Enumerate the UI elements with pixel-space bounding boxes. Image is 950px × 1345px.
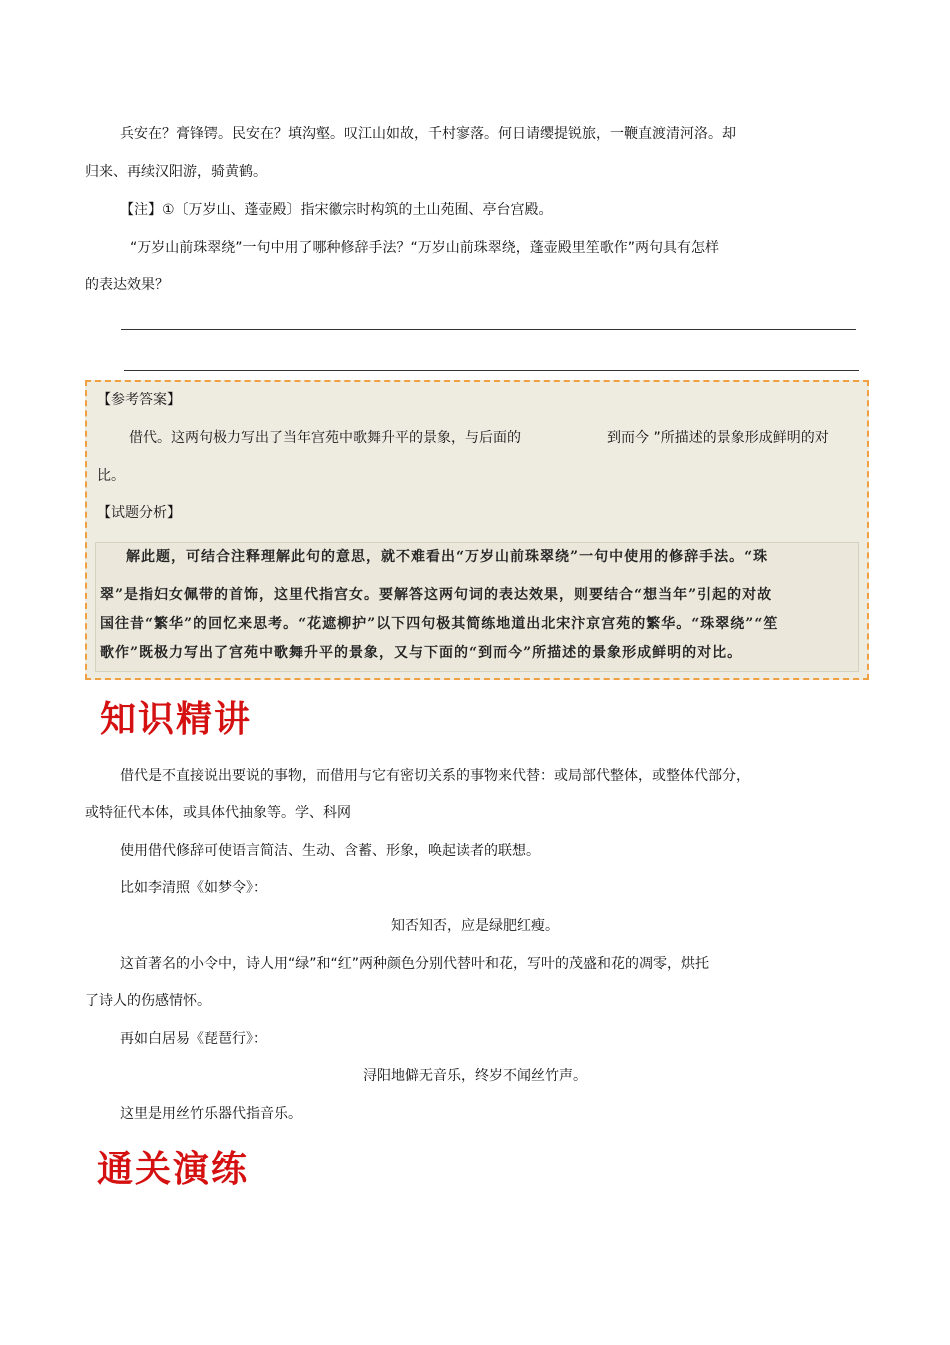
knowledge-p6: 这里是用丝竹乐器代指音乐。: [120, 1106, 302, 1122]
question-line-1: “万岁山前珠翠绕”一句中用了哪种修辞手法？“万岁山前珠翠绕，蓬壶殿里笙歌作”两句具有怎样: [130, 240, 720, 256]
knowledge-p1-line-1: 借代是不直接说出要说的事物，而借用与它有密切关系的事物来代替：或局部代整体，或整体代部分，: [120, 768, 750, 784]
quote-pi-pa-xing: 浔阳地僻无音乐，终岁不闻丝竹声。: [363, 1068, 587, 1084]
analysis-line-3: 国往昔“繁华”的回忆来思考。“花遮柳护”以下四句极其简练地道出北宋汴京宫苑的繁华。“珠翠绕”“笙: [100, 616, 779, 632]
knowledge-p2: 使用借代修辞可使语言简洁、生动、含蓄、形象，唤起读者的联想。: [120, 843, 540, 859]
knowledge-p5: 再如白居易《琵琶行》：: [120, 1031, 267, 1047]
poem-line-2: 归来、再续汉阳游，骑黄鹤。: [85, 164, 267, 180]
question-line-2: 的表达效果？: [85, 277, 169, 293]
reference-answer-line-1a: 借代。这两句极力写出了当年宫苑中歌舞升平的景象，与后面的: [129, 430, 521, 446]
section-title-practice: 通关演练: [97, 1149, 250, 1190]
knowledge-p3: 比如李清照《如梦令》：: [120, 880, 267, 896]
analysis-line-2: 翠”是指妇女佩带的首饰，这里代指宫女。要解答这两句词的表达效果，则要结合“想当年”引起的对故: [100, 587, 773, 603]
analysis-line-4: 歌作”既极力写出了宫苑中歌舞升平的景象，又与下面的“到而今”所描述的景象形成鲜明的对比。: [100, 645, 743, 661]
poem-line-1: 兵安在？膏锋锷。民安在？填沟壑。叹江山如故，千村寥落。何日请缨提锐旅，一鞭直渡清河洛。却: [120, 126, 736, 142]
answer-blank-line-2[interactable]: [124, 370, 859, 371]
quote-ru-meng-ling: 知否知否，应是绿肥红瘦。: [391, 918, 559, 934]
reference-answer-line-1b: 到而今 ”所描述的景象形成鲜明的对: [607, 430, 829, 446]
analysis-label: 【试题分析】: [97, 505, 181, 521]
knowledge-p4-line-1: 这首著名的小令中，诗人用“绿”和“红”两种颜色分别代替叶和花，写叶的茂盛和花的凋零，烘托: [120, 956, 710, 972]
answer-blank-line-1[interactable]: [121, 329, 856, 330]
knowledge-p1-line-2: 或特征代本体，或具体代抽象等。学、科网: [85, 805, 351, 821]
note-line: 【注】①〔万岁山、蓬壶殿〕指宋徽宗时构筑的土山苑囿、亭台宫殿。: [120, 202, 553, 218]
analysis-image: [95, 542, 859, 672]
section-title-knowledge: 知识精讲: [100, 699, 253, 740]
analysis-line-1: 解此题，可结合注释理解此句的意思，就不难看出“万岁山前珠翠绕”一句中使用的修辞手法。“珠: [126, 549, 769, 565]
reference-answer-line-2: 比。: [97, 468, 125, 484]
knowledge-p4-line-2: 了诗人的伤感情怀。: [85, 993, 211, 1009]
answer-box: [85, 380, 869, 680]
reference-answer-label: 【参考答案】: [97, 392, 181, 408]
